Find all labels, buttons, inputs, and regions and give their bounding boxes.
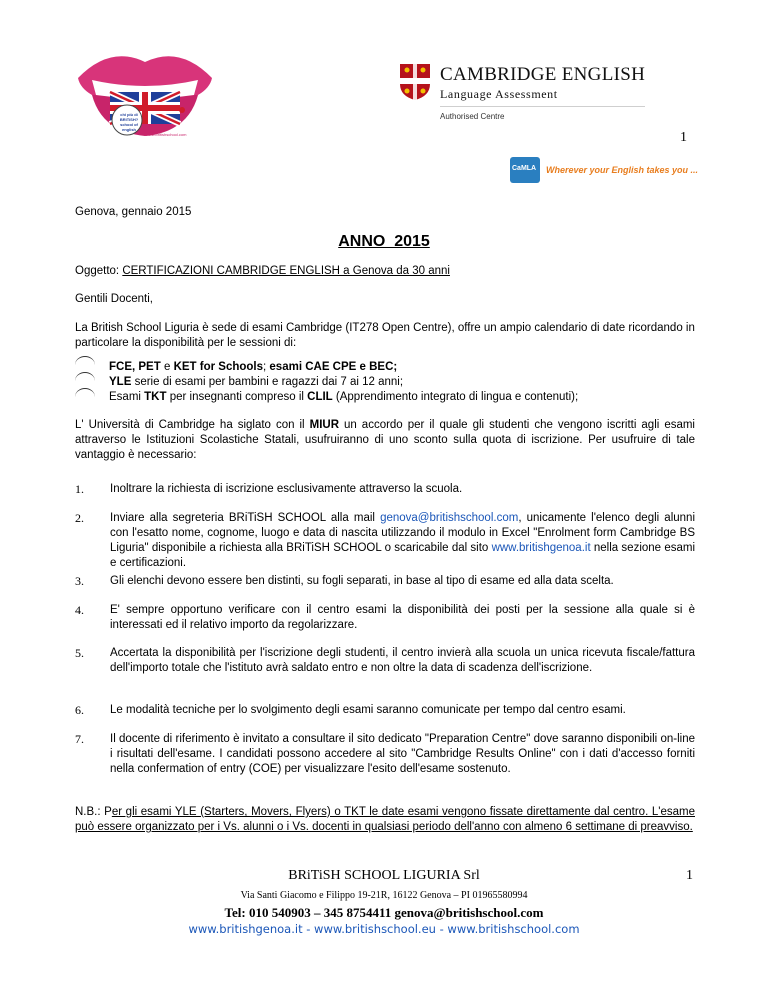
arc-bullet-icon xyxy=(75,388,95,397)
item-number-7: 7. xyxy=(75,732,84,746)
nb-label: N.B.: P xyxy=(75,806,112,818)
item-2-text-c: nella sezione esami e certificazioni. xyxy=(110,542,695,569)
item-text-2 xyxy=(110,511,695,571)
item-number-3: 3. xyxy=(75,574,84,588)
session-yle-desc: serie di esami per bambini e ragazzi dai 7 ai 12 anni; xyxy=(131,376,404,388)
cambridge-divider xyxy=(440,106,645,107)
session-cae-cpe-bec: esami CAE CPE e BEC; xyxy=(269,361,398,373)
footer-websites[interactable]: www.britishgenoa.it - www.britishschool.eu - www.britishschool.com xyxy=(188,922,580,936)
session-clil-desc: (Apprendimento integrato di lingua e contenuti); xyxy=(332,391,579,403)
intro-paragraph: La British School Liguria è sede di esami Cambridge (IT278 Open Centre), offre un ampio calendario di date ricordando in particolare la disponibilità per le sessioni di: xyxy=(75,322,695,349)
session-ket: KET for Schools xyxy=(173,361,264,373)
greeting: Gentili Docenti, xyxy=(75,293,153,305)
item-2-text-a: Inviare alla segreteria BRiTiSH SCHOOL alla mail xyxy=(110,512,381,524)
session-sep: ; xyxy=(263,361,270,373)
session-item-tkt xyxy=(109,390,578,405)
item-number-2: 2. xyxy=(75,511,84,525)
item-text-4: E' sempre opportuno verificare con il centro esami la disponibilità dei posti per la sessione alla quale si è interessati ed il relativo importo da regolarizzare. xyxy=(110,604,695,631)
lips-flag-logo-icon xyxy=(70,40,220,140)
item-text-6: Le modalità tecniche per lo svolgimento degli esami saranno comunicate per tempo dal centro esami. xyxy=(110,704,626,716)
camla-badge-text: CaMLA xyxy=(512,165,537,172)
arc-bullet-icon xyxy=(75,372,95,381)
place-date: Genova, gennaio 2015 xyxy=(75,206,192,218)
cambridge-authorised: Authorised Centre xyxy=(440,112,505,121)
subject-label: Oggetto: xyxy=(75,265,123,277)
session-tkt-mid: per insegnanti compreso il xyxy=(166,391,308,403)
item-text-1: Inoltrare la richiesta di iscrizione esclusivamente attraverso la scuola. xyxy=(110,483,463,495)
session-clil: CLIL xyxy=(307,391,333,403)
email-link[interactable]: genova@britishschool.com xyxy=(380,512,519,524)
camla-tagline: Wherever your English takes you ... xyxy=(546,165,699,175)
cambridge-shield-icon xyxy=(400,64,430,100)
document-heading: ANNO 2015 xyxy=(338,233,430,250)
miur-bold: MIUR xyxy=(309,419,339,431)
nb-text: er gli esami YLE (Starters, Movers, Flyers) o TKT le date esami vengono fissate direttamente dal centro. L'esame può essere organizzato per i Vs. alunni o i Vs. docenti in qualsiasi periodo dell'anno con almeno 6 settimane di preavviso. xyxy=(75,806,695,833)
british-school-logo xyxy=(70,40,220,140)
cambridge-subtitle: Language Assessment xyxy=(440,87,558,101)
item-text-7: Il docente di riferimento è invitato a consultare il sito dedicato "Preparation Centre" dove saranno disponibili on-line i risultati dell'esame. I candidati possono accedere al sito "Cambridge Results Online" con i dati d'accesso forniti nella confermation of entry (COE) per visualizzare l'esito dell'esame sostenuto. xyxy=(110,733,695,775)
top-page-number: 1 xyxy=(680,130,687,145)
miur-paragraph xyxy=(75,418,695,463)
item-text-5: Accertata la disponibilità per l'iscrizione degli studenti, il centro invierà alla scuola un unica ricevuta fiscale/fattura dell'importo totale che l'istituto avrà saldato entro e non oltre la data di scadenza dell'iscrizione. xyxy=(110,647,695,674)
cambridge-logo xyxy=(370,44,730,140)
session-tkt-prefix: Esami xyxy=(109,391,145,403)
item-number-4: 4. xyxy=(75,603,84,617)
session-fce-pet: FCE, PET xyxy=(109,361,161,373)
item-text-3: Gli elenchi devono essere ben distinti, su fogli separati, in base al tipo di esame ed alla data scelta. xyxy=(110,575,614,587)
logo-badge-text: chi più di BRiTiSH? school of english xyxy=(119,112,139,132)
footer-address: Via Santi Giacomo e Filippo 19-21R, 16122 Genova – PI 01965580994 xyxy=(240,890,528,901)
cambridge-title: CAMBRIDGE ENGLISH xyxy=(440,64,646,85)
session-tkt: TKT xyxy=(144,391,167,403)
camla-banner xyxy=(510,157,700,183)
item-number-5: 5. xyxy=(75,646,84,660)
subject-text: CERTIFICAZIONI CAMBRIDGE ENGLISH a Genova da 30 anni xyxy=(122,265,450,277)
session-item-yle xyxy=(109,375,403,390)
footer-company: BRiTiSH SCHOOL LIGURIA Srl xyxy=(288,868,480,883)
footer-page-number: 1 xyxy=(686,868,693,883)
sessions-list xyxy=(75,354,695,404)
website-link[interactable]: www.britishgenoa.it xyxy=(491,542,591,554)
subject-line xyxy=(75,264,450,279)
nb-paragraph xyxy=(75,805,695,835)
arc-bullet-icon xyxy=(75,356,95,365)
item-2-text-b: , unicamente l'elenco degli alunni con l'esatto nome, cognome, luogo e data di nascita utilizzando il modulo in Excel "Enrolment form Cambridge BS Liguria" disponibile a richiesta alla BRiTiSH SCHOOL o scaricabile dal sito xyxy=(110,512,695,554)
miur-text-a: L' Università di Cambridge ha siglato con il xyxy=(75,419,310,431)
session-yle: YLE xyxy=(109,376,132,388)
footer-contacts: Tel: 010 540903 – 345 8754411 genova@britishschool.com xyxy=(224,905,544,920)
miur-text-c: un accordo per il quale gli studenti che vengono iscritti agli esami attraverso le Istituzioni Scolastiche Statali, usufruiranno di uno sconto sulla quota di iscrizione. Per usufruire di tale vantaggio è necessario: xyxy=(75,419,695,461)
item-number-1: 1. xyxy=(75,482,84,496)
session-item-fce-pet-ket xyxy=(109,360,397,375)
logo-url-text: www.britishschool.com xyxy=(146,132,187,137)
item-number-6: 6. xyxy=(75,703,84,717)
session-joiner: e xyxy=(160,361,174,373)
